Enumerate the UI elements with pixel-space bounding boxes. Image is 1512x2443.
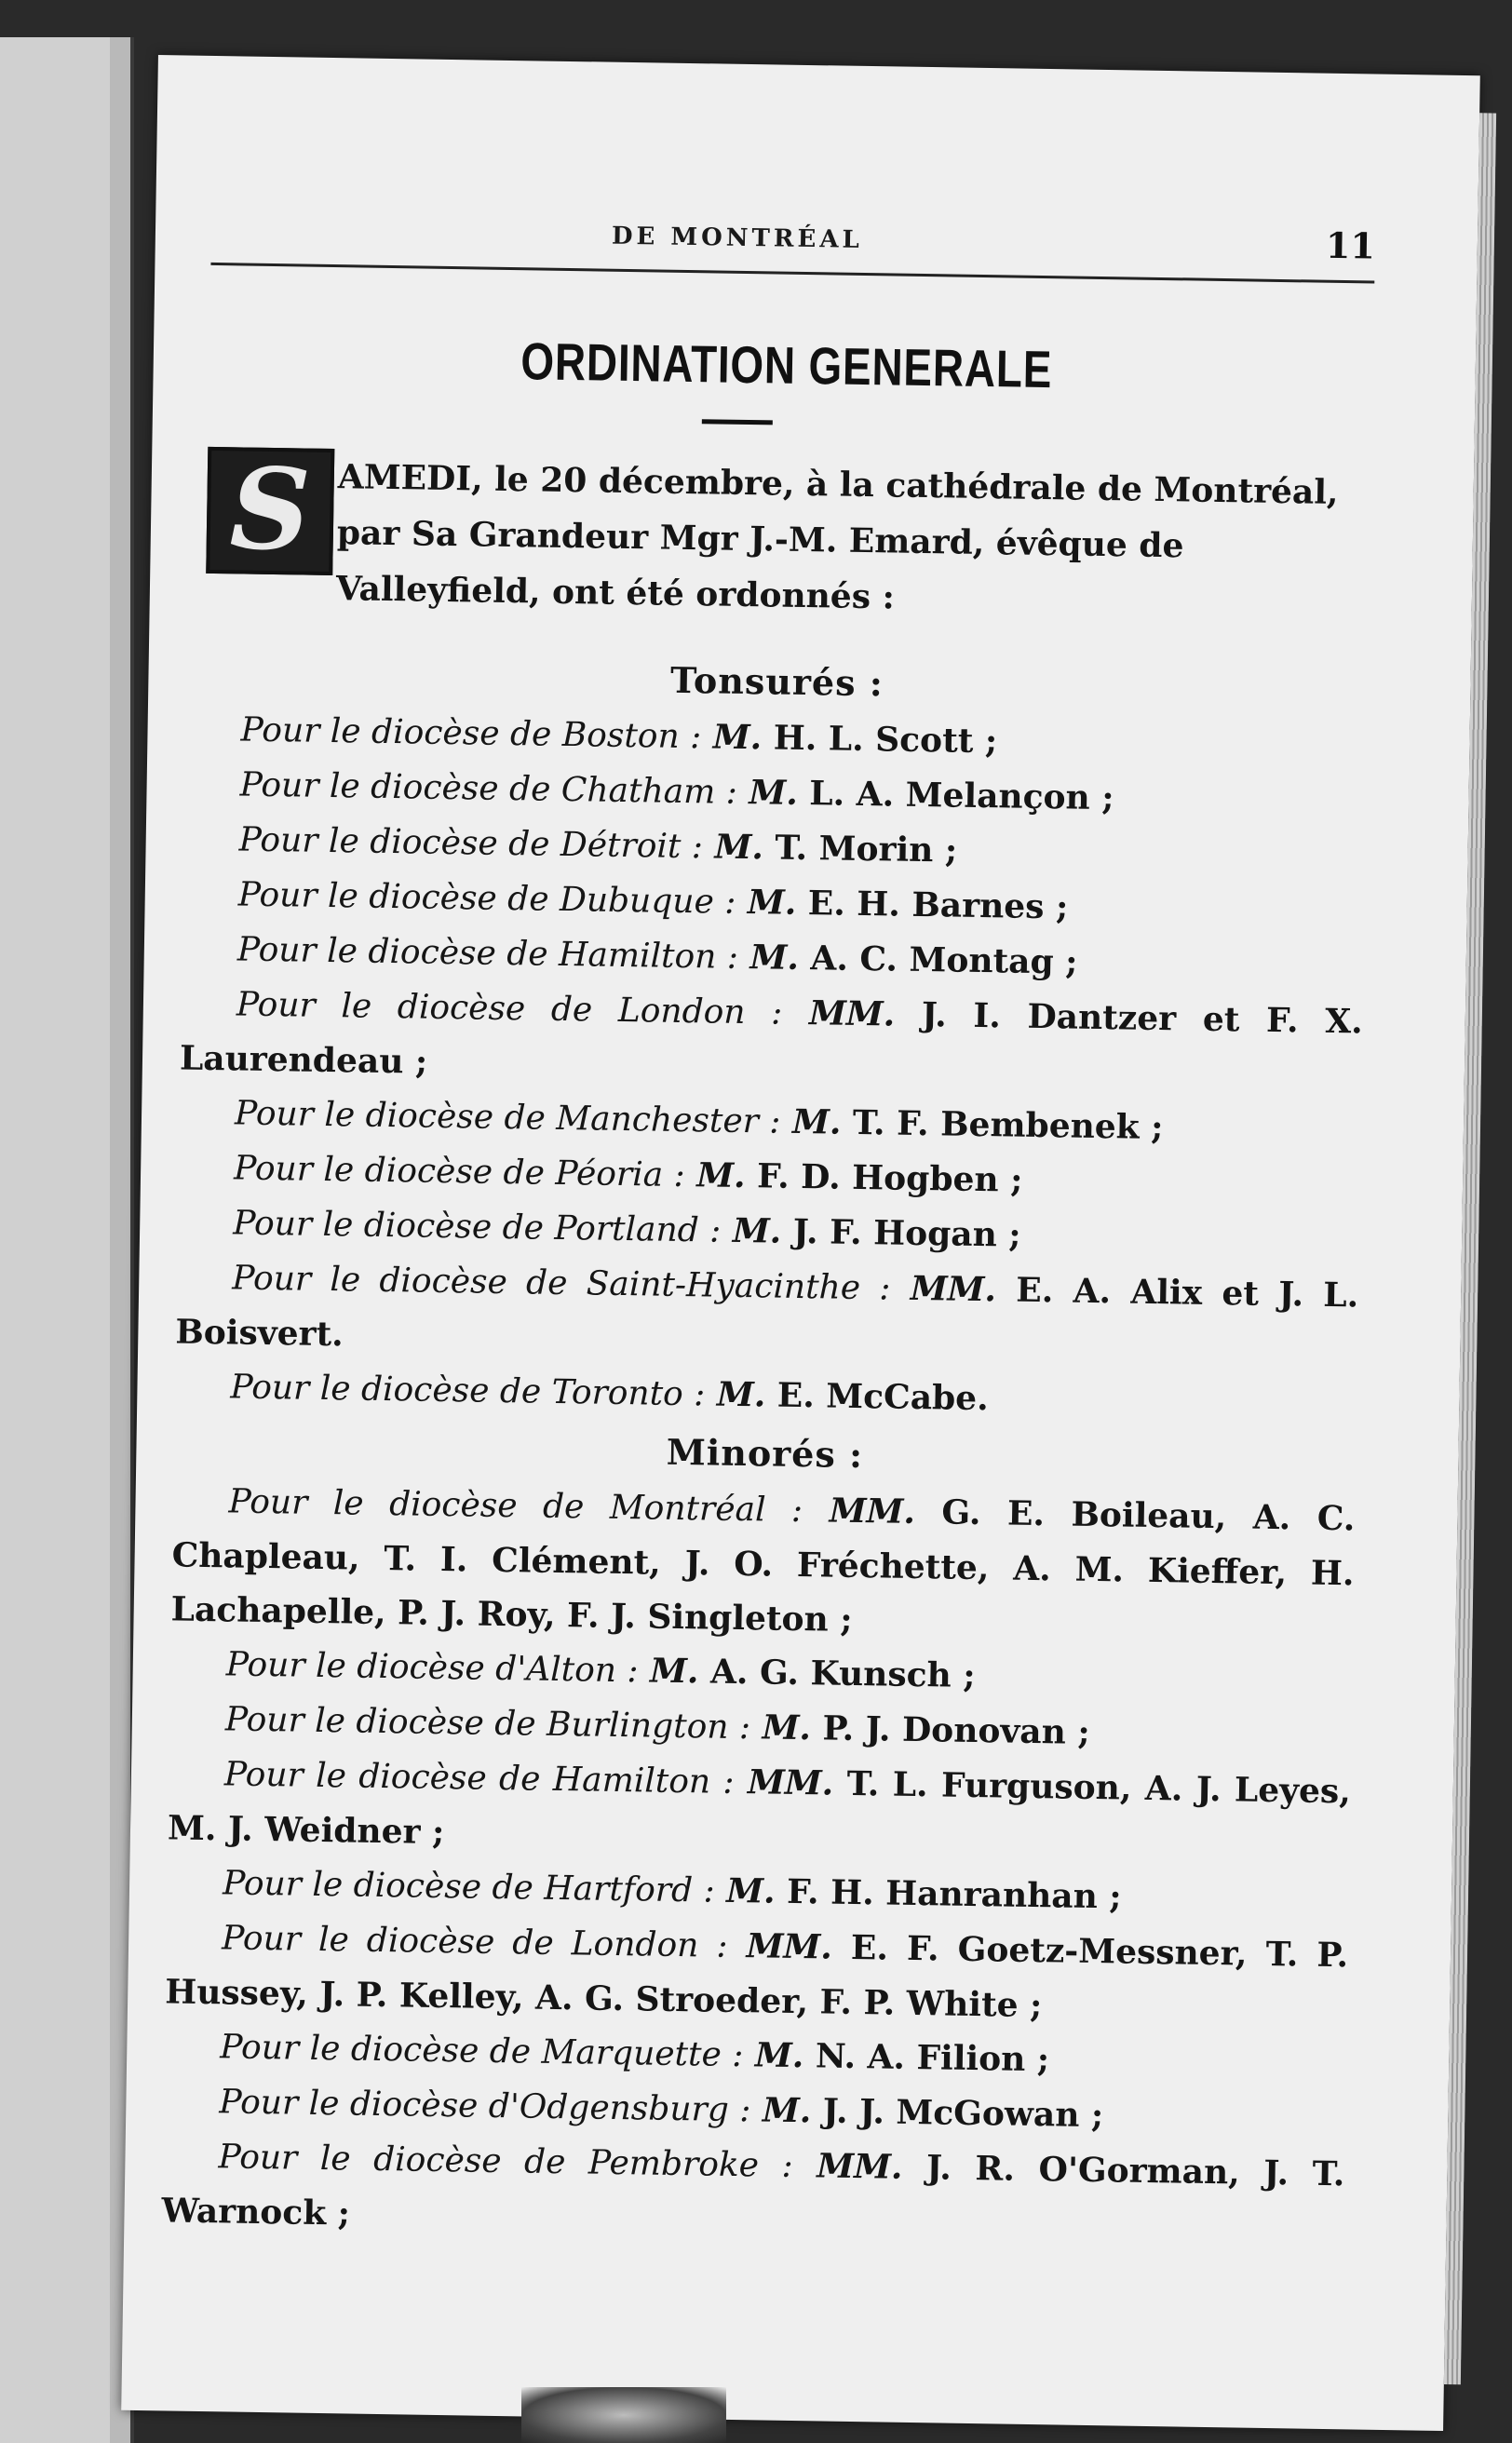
- honorific: MM.: [747, 1762, 834, 1803]
- title-rule: [702, 419, 773, 425]
- section-tonsures: [174, 646, 1369, 1433]
- diocese-label: Pour le diocèse d'Alton :: [225, 1645, 639, 1691]
- ordinand-names: J. F. Hogan ;: [792, 1211, 1021, 1255]
- entry-list: [174, 702, 1368, 1433]
- entry-list: [161, 1473, 1356, 2256]
- section-minores: [161, 1417, 1357, 2256]
- honorific: M.: [712, 717, 763, 758]
- facing-page-paper: [0, 37, 110, 2443]
- ordination-entry: [170, 1473, 1356, 1654]
- ordinand-names: E. A. Alix et J. L. Boisvert.: [175, 1270, 1359, 1355]
- ordinand-names: E. McCabe.: [776, 1375, 990, 1419]
- page-number: 11: [1325, 223, 1376, 267]
- section-heading: Minorés :: [666, 1430, 864, 1477]
- honorific: M.: [749, 773, 799, 813]
- honorific: M.: [695, 1155, 746, 1196]
- diocese-label: Pour le diocèse de Marquette :: [220, 2028, 744, 2075]
- honorific: M.: [754, 2035, 804, 2076]
- ordination-entry: [165, 1910, 1349, 2037]
- diocese-label: Pour le diocèse de Détroit :: [238, 820, 704, 867]
- honorific: M.: [762, 2090, 812, 2131]
- honorific: MM.: [746, 1926, 833, 1967]
- diocese-label: Pour le diocèse de Portland :: [232, 1204, 722, 1250]
- ordinand-names: H. L. Scott ;: [773, 718, 998, 762]
- diocese-label: Pour le diocèse de Pembroke :: [218, 2138, 793, 2185]
- ordinand-names: J. J. McGowan ;: [822, 2091, 1104, 2136]
- book-page: [121, 55, 1480, 2431]
- honorific: MM.: [808, 993, 896, 1034]
- ordinand-names: F. H. Hanranhan ;: [786, 1871, 1122, 1917]
- diocese-label: Pour le diocèse de Hamilton :: [236, 930, 739, 977]
- honorific: MM.: [816, 2146, 903, 2187]
- diocese-label: Pour le diocèse de Hartford :: [222, 1864, 715, 1910]
- diocese-label: Pour le diocèse de Montréal :: [228, 1482, 803, 1531]
- honorific: M.: [649, 1651, 699, 1692]
- diocese-label: Pour le diocèse de Saint-Hyacinthe :: [232, 1259, 891, 1308]
- ordinand-names: P. J. Donovan ;: [822, 1708, 1090, 1752]
- ordinand-names: J. R. O'Gorman, J. T. Warnock ;: [161, 2148, 1345, 2234]
- ordinand-names: N. A. Filion ;: [815, 2036, 1050, 2080]
- diocese-label: Pour le diocèse de London :: [221, 1919, 728, 1965]
- diocese-label: Pour le diocèse d'Odgensburg :: [219, 2083, 751, 2130]
- honorific: M.: [732, 1210, 782, 1251]
- ordinand-names: F. D. Hogben ;: [756, 1156, 1023, 1200]
- diocese-label: Pour le diocèse de Boston :: [240, 710, 702, 757]
- ordination-entry: [175, 1249, 1359, 1377]
- honorific: MM.: [829, 1491, 916, 1532]
- ordination-entry: [161, 2128, 1345, 2256]
- honorific: MM.: [910, 1268, 997, 1310]
- diocese-label: Pour le diocèse de Toronto :: [230, 1368, 706, 1414]
- ordinand-names: A. G. Kunsch ;: [709, 1652, 976, 1696]
- diocese-label: Pour le diocèse de Manchester :: [234, 1094, 781, 1141]
- ordination-entry: [180, 977, 1364, 1104]
- scan-artifact: [521, 2387, 726, 2443]
- intro-paragraph: AMEDI, le 20 décembre, à la cathédrale de Montréal, par Sa Grandeur Mgr J.-M. Emard, évêque de Valleyfield, ont été ordonnés :: [335, 457, 1339, 617]
- ordinand-names: T. L. Furguson, A. J. Leyes, M. J. Weidner ;: [167, 1763, 1352, 1853]
- page-title: ORDINATION GENERALE: [520, 331, 1053, 399]
- ordinand-names: A. C. Montag ;: [810, 938, 1078, 982]
- running-head: DE MONTRÉAL: [611, 222, 864, 254]
- section-heading: Tonsurés :: [669, 658, 884, 705]
- honorific: M.: [749, 938, 800, 978]
- honorific: M.: [747, 883, 797, 923]
- ordinand-names: G. E. Boileau, A. C. Chapleau, T. I. Clément, J. O. Fréchette, A. M. Kieffer, H. Lachapelle, P. J. Roy, F. J. Singleton ;: [170, 1492, 1356, 1640]
- ordinand-names: T. F. Bembenek ;: [852, 1102, 1164, 1148]
- diocese-label: Pour le diocèse de Hamilton :: [223, 1755, 735, 1802]
- honorific: M.: [716, 1374, 766, 1415]
- drop-cap: S: [206, 447, 334, 575]
- honorific: M.: [791, 1101, 842, 1142]
- diocese-label: Pour le diocèse de Dubuque :: [237, 875, 736, 922]
- ordination-list: [161, 642, 1369, 2257]
- ordinand-names: T. Morin ;: [775, 828, 958, 871]
- diocese-label: Pour le diocèse de Burlington :: [224, 1700, 751, 1748]
- ordinand-names: E. H. Barnes ;: [807, 884, 1069, 927]
- diocese-label: Pour le diocèse de Chatham :: [239, 765, 738, 812]
- diocese-label: Pour le diocèse de Péoria :: [233, 1149, 686, 1195]
- honorific: M.: [714, 827, 764, 868]
- honorific: M.: [725, 1870, 776, 1911]
- ordination-entry: [168, 1746, 1352, 1873]
- page-stack-edge: [1444, 113, 1496, 2384]
- diocese-label: Pour le diocèse de London :: [236, 985, 783, 1033]
- ordinand-names: E. F. Goetz-Messner, T. P. Hussey, J. P. Kelley, A. G. Stroeder, F. P. White ;: [164, 1927, 1349, 2026]
- ordinand-names: J. I. Dantzer et F. X. Laurendeau ;: [179, 995, 1364, 1082]
- honorific: M.: [762, 1707, 812, 1748]
- ordinand-names: L. A. Melançon ;: [809, 774, 1114, 818]
- facing-page-edge: [0, 37, 134, 2443]
- header-rule: [210, 263, 1374, 284]
